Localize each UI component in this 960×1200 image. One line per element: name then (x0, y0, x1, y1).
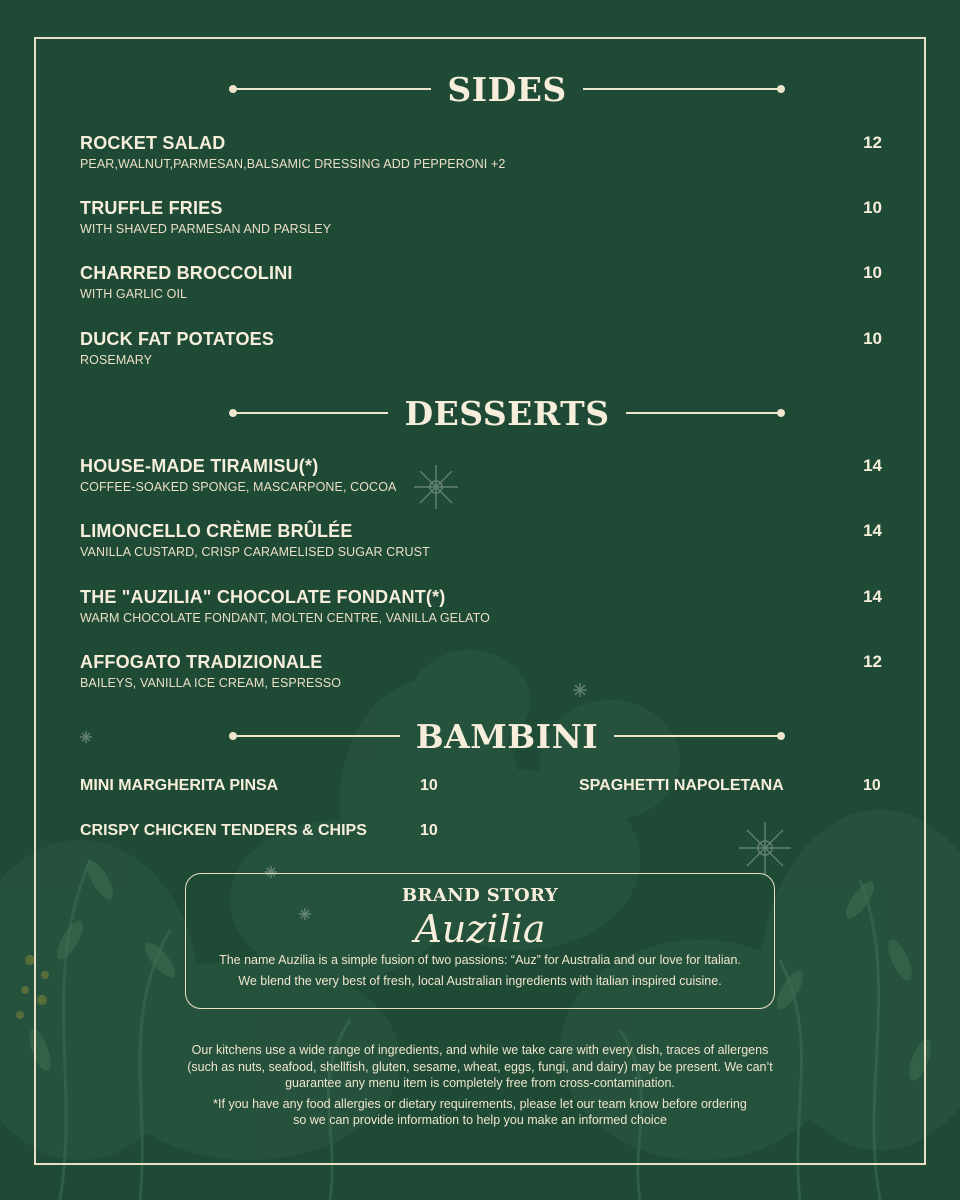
desserts-section-title: DESSERTS (404, 393, 610, 433)
brand-story-heading: BRAND STORY (401, 885, 559, 906)
menu-item-creme-brulee (80, 521, 882, 559)
item-price: 12 (863, 652, 882, 671)
menu-item-duck-fat-potatoes (80, 329, 882, 367)
item-price: 14 (863, 587, 882, 606)
brand-story-line-2: We blend the very best of fresh, local Australian ingredients with italian inspired cuisine. (238, 974, 722, 988)
item-name: DUCK FAT POTATOES (80, 329, 275, 349)
sides-section-title: SIDES (447, 69, 567, 109)
dietary-notice-line-2: so we can provide information to help you make an informed choice (293, 1113, 667, 1127)
allergen-notice-line-2: (such as nuts, seafood, shellfish, gluten, sesame, wheat, eggs, fungi, and dairy) may be present. We can’t (187, 1059, 773, 1074)
kids-item-price: 10 (420, 822, 438, 839)
sides-section-header (232, 64, 782, 114)
divider-line-right (614, 735, 782, 737)
menu-item-tiramisu (80, 456, 882, 494)
dietary-notice-line-1: *If you have any food allergies or dietary requirements, please let our team know before ordering (213, 1096, 747, 1111)
bambini-section-title: BAMBINI (415, 716, 599, 756)
kids-item-spaghetti-napoletana: SPAGHETTI NAPOLETANA (579, 777, 784, 794)
brand-story-line-1: The name Auzilia is a simple fusion of two passions: “Auz” for Australia and our love for Italian. (219, 953, 741, 967)
bambini-section-header (232, 711, 782, 761)
divider-line-left (232, 88, 431, 90)
menu-item-truffle-fries (80, 198, 882, 236)
menu-item-affogato (80, 652, 882, 690)
divider-line-right (626, 412, 782, 414)
allergen-notice (150, 1042, 810, 1129)
kids-item-price: 10 (420, 777, 438, 794)
item-price: 14 (863, 521, 882, 540)
brand-story-box (185, 873, 775, 1009)
kids-item-price: 10 (863, 777, 881, 794)
kids-item-chicken-tenders: CRISPY CHICKEN TENDERS & CHIPS (80, 822, 367, 839)
item-name: HOUSE-MADE TIRAMISU(*) (80, 456, 319, 476)
item-description: WITH GARLIC OIL (80, 287, 188, 301)
item-price: 10 (863, 263, 882, 282)
item-description: WITH SHAVED PARMESAN AND PARSLEY (80, 222, 332, 236)
divider-line-left (232, 735, 400, 737)
item-description: PEAR,WALNUT,PARMESAN,BALSAMIC DRESSING ADD PEPPERONI +2 (80, 157, 506, 171)
menu-item-rocket-salad (80, 133, 882, 171)
item-description: WARM CHOCOLATE FONDANT, MOLTEN CENTRE, VANILLA GELATO (80, 611, 490, 625)
desserts-section-header (232, 388, 782, 438)
item-description: COFFEE-SOAKED SPONGE, MASCARPONE, COCOA (80, 480, 397, 494)
item-name: AFFOGATO TRADIZIONALE (80, 652, 323, 672)
item-name: ROCKET SALAD (80, 133, 226, 153)
divider-line-left (232, 412, 388, 414)
divider-line-right (583, 88, 782, 90)
kids-item-margherita-pinsa: MINI MARGHERITA PINSA (80, 777, 279, 794)
menu-item-chocolate-fondant (80, 587, 882, 625)
item-name: THE "AUZILIA" CHOCOLATE FONDANT(*) (80, 587, 446, 607)
item-price: 12 (863, 133, 882, 152)
item-price: 14 (863, 456, 882, 475)
menu-item-charred-broccolini (80, 263, 882, 301)
item-name: CHARRED BROCCOLINI (80, 263, 293, 283)
item-price: 10 (863, 329, 882, 348)
item-description: VANILLA CUSTARD, CRISP CARAMELISED SUGAR CRUST (80, 545, 430, 559)
item-description: BAILEYS, VANILLA ICE CREAM, ESPRESSO (80, 676, 342, 690)
item-description: ROSEMARY (80, 353, 153, 367)
item-name: TRUFFLE FRIES (80, 198, 223, 218)
brand-name-script: Auzilia (414, 907, 546, 951)
item-price: 10 (863, 198, 882, 217)
allergen-notice-line-3: guarantee any menu item is completely free from cross-contamination. (285, 1076, 675, 1090)
item-name: LIMONCELLO CRÈME BRÛLÉE (80, 521, 353, 541)
allergen-notice-line-1: Our kitchens use a wide range of ingredients, and while we take care with every dish, traces of allergens (191, 1043, 769, 1057)
